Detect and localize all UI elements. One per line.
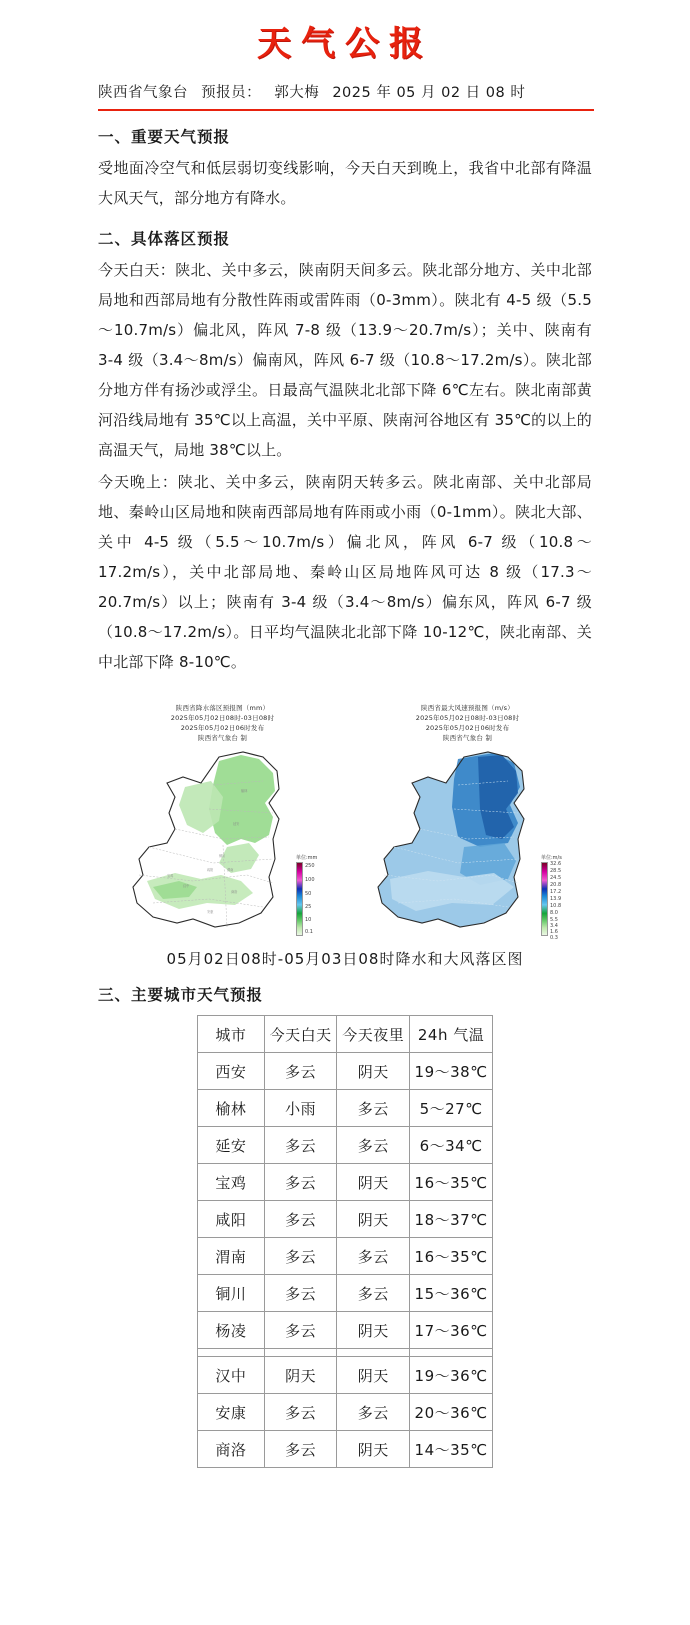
wind-legend-title: 单位:m/s — [541, 855, 562, 862]
byline-block — [0, 75, 690, 111]
separator-cell — [264, 1349, 337, 1357]
cell-temp: 6～34℃ — [410, 1127, 493, 1164]
cell-city: 渭南 — [198, 1238, 265, 1275]
wind-map-title: 陕西省最大风速预报图（m/s） — [421, 704, 514, 712]
precip-legend-label-1: 100 — [305, 877, 315, 884]
byline — [98, 81, 594, 108]
cell-temp: 20～36℃ — [410, 1394, 493, 1431]
cell-night: 多云 — [337, 1275, 410, 1312]
precip-legend-label-4: 10 — [305, 917, 312, 924]
cell-temp: 17～36℃ — [410, 1312, 493, 1349]
cell-city: 宝鸡 — [198, 1164, 265, 1201]
shaanxi-wind-map-graphic — [368, 747, 568, 942]
table-header-row — [198, 1016, 493, 1053]
section-heading-important: 一、重要天气预报 — [98, 128, 231, 146]
table-row — [198, 1431, 493, 1468]
precipitation-map-panel — [105, 703, 340, 942]
cell-city: 商洛 — [198, 1431, 265, 1468]
wind-legend-labels — [550, 861, 576, 942]
precipitation-map-credit: 陕西省气象台 制 — [197, 734, 248, 743]
cell-day: 多云 — [264, 1394, 337, 1431]
city-forecast-table — [197, 1015, 493, 1468]
precipitation-map-period: 2025年05月02日08时-03日08时 — [170, 714, 275, 723]
cell-night: 阴天 — [337, 1312, 410, 1349]
cell-night: 阴天 — [337, 1201, 410, 1238]
precipitation-map-issued: 2025年05月02日06时发布 — [180, 724, 265, 733]
cell-day: 阴天 — [264, 1357, 337, 1394]
table-row — [198, 1394, 493, 1431]
maps-caption: 05月02日08时-05月03日08时降水和大风落区图 — [166, 950, 524, 969]
separator-cell — [337, 1349, 410, 1357]
column-header-night: 今天夜里 — [337, 1016, 410, 1053]
cell-city: 榆林 — [198, 1090, 265, 1127]
cell-temp: 16～35℃ — [410, 1238, 493, 1275]
cell-day: 多云 — [264, 1164, 337, 1201]
cell-night: 多云 — [337, 1090, 410, 1127]
cell-day: 多云 — [264, 1312, 337, 1349]
wind-legend-label-4: 17.2 — [550, 889, 562, 896]
column-header-day: 今天白天 — [264, 1016, 337, 1053]
svg-text:宝鸡: 宝鸡 — [166, 874, 173, 879]
wind-legend-label-5: 13.9 — [550, 896, 562, 903]
column-header-city: 城市 — [198, 1016, 265, 1053]
precipitation-legend-colorbar — [296, 862, 303, 936]
precip-legend-label-5: 0.1 — [305, 929, 313, 936]
section-2-paragraph-1: 今天白天：陕北、关中多云，陕南阴天间多云。陕北部分地方、关中北部局地和西部局地有分散性阵雨或雷阵雨（0-3mm）。陕北有 4-5 级（5.5～10.7m/s）偏北风，阵风 7-8 级（13.9～20.7m/s）；关中、陕南有 3-4 级（3.4～8m/s）偏南风，阵风 6-7 级（10.8～17.2m/s）。陕北部分地方伴有扬沙或浮尘。日最高气温陕北北部下降 6℃左右。陕北南部黄河沿线局地有 35℃以上高温，关中平原、陕南河谷地区有 35℃的以上的高温天气，局地 38℃以上。 — [98, 261, 592, 459]
cell-temp: 16～35℃ — [410, 1164, 493, 1201]
svg-text:商洛: 商洛 — [230, 890, 237, 895]
city-forecast-table-body — [198, 1016, 493, 1468]
cell-temp: 18～37℃ — [410, 1201, 493, 1238]
cell-city: 延安 — [198, 1127, 265, 1164]
cell-city: 安康 — [198, 1394, 265, 1431]
wind-legend-label-8: 5.5 — [550, 917, 558, 924]
wind-map-header — [350, 703, 585, 743]
cell-night: 多云 — [337, 1238, 410, 1275]
svg-text:汉中: 汉中 — [182, 884, 189, 889]
city-forecast-section — [0, 983, 690, 1468]
wind-legend-label-11: 0.3 — [550, 935, 558, 942]
wind-map-issued: 2025年05月02日06时发布 — [425, 724, 510, 733]
precip-legend-label-2: 50 — [305, 891, 312, 898]
wind-legend-label-0: 32.6 — [550, 861, 562, 868]
wind-legend-label-3: 20.8 — [550, 882, 562, 889]
cell-day: 小雨 — [264, 1090, 337, 1127]
issuer-name: 陕西省气象台 — [98, 85, 188, 101]
wind-legend-label-6: 10.8 — [550, 903, 562, 910]
cell-city: 铜川 — [198, 1275, 265, 1312]
svg-text:咸阳: 咸阳 — [206, 868, 213, 873]
cell-temp: 15～36℃ — [410, 1275, 493, 1312]
cell-night: 阴天 — [337, 1053, 410, 1090]
cell-day: 多云 — [264, 1275, 337, 1312]
page-title: 天气公报 — [257, 24, 433, 64]
forecast-maps — [0, 703, 690, 942]
wind-legend-label-9: 3.4 — [550, 923, 558, 930]
issue-time: 2025 年 05 月 02 日 08 时 — [332, 85, 526, 101]
svg-text:安康: 安康 — [206, 910, 213, 915]
cell-temp: 14～35℃ — [410, 1431, 493, 1468]
precipitation-shading-layer — [147, 755, 275, 909]
section-2-paragraph-2: 今天晚上：陕北、关中多云，陕南阴天转多云。陕北南部、关中北部局地、秦岭山区局地和陕南西部局地有阵雨或小雨（0-1mm）。陕北大部、关中 4-5 级（5.5～10.7m/s）偏北风，阵风 6-7 级（10.8～17.2m/s），关中北部局地、秦岭山区局地阵风可达 8 级（17.3～20.7m/s）以上；陕南有 3-4 级（3.4～8m/s）偏东风，阵风 6-7 级（10.8～17.2m/s）。日平均气温陕北北部下降 10-12℃，陕北南部、关中北部下降 8-10℃。 — [98, 473, 592, 671]
cell-night: 阴天 — [337, 1164, 410, 1201]
table-row — [198, 1090, 493, 1127]
cell-night: 多云 — [337, 1127, 410, 1164]
cell-night: 阴天 — [337, 1357, 410, 1394]
forecaster-label: 预报员： — [201, 85, 262, 101]
section-heading-detail: 二、具体落区预报 — [98, 230, 231, 248]
bulletin-body — [0, 125, 690, 677]
wind-shading-layer — [378, 752, 524, 927]
svg-text:延安: 延安 — [232, 822, 239, 827]
table-row — [198, 1312, 493, 1349]
section-1-paragraph-1: 受地面冷空气和低层弱切变线影响，今天白天到晚上，我省中北部有降温大风天气，部分地方有降水。 — [98, 159, 592, 207]
cell-day: 多云 — [264, 1238, 337, 1275]
separator-cell — [410, 1349, 493, 1357]
wind-legend-label-10: 1.6 — [550, 929, 558, 936]
table-group-separator — [198, 1349, 493, 1357]
wind-legend-label-1: 28.5 — [550, 868, 562, 875]
precip-legend-label-0: 250 — [305, 863, 315, 870]
precipitation-legend — [296, 854, 336, 936]
cell-temp: 19～38℃ — [410, 1053, 493, 1090]
cell-city: 汉中 — [198, 1357, 265, 1394]
precipitation-map-title: 陕西省降水落区预报图（mm） — [175, 704, 270, 712]
wind-legend-colorbar — [541, 862, 548, 936]
precipitation-legend-title: 单位:mm — [296, 855, 318, 862]
cell-night: 阴天 — [337, 1431, 410, 1468]
forecaster-name: 郭大梅 — [274, 85, 320, 101]
cell-city: 西安 — [198, 1053, 265, 1090]
cell-day: 多云 — [264, 1053, 337, 1090]
cell-day: 多云 — [264, 1127, 337, 1164]
table-row — [198, 1275, 493, 1312]
cell-temp: 5～27℃ — [410, 1090, 493, 1127]
wind-legend-label-2: 24.5 — [550, 875, 562, 882]
cell-night: 多云 — [337, 1394, 410, 1431]
cell-city: 咸阳 — [198, 1201, 265, 1238]
precipitation-map-figure — [105, 747, 340, 942]
table-row — [198, 1238, 493, 1275]
precipitation-map-header — [105, 703, 340, 743]
svg-text:铜川: 铜川 — [218, 854, 225, 859]
wind-legend — [541, 854, 581, 942]
svg-text:渭南: 渭南 — [226, 868, 233, 873]
wind-map-credit: 陕西省气象台 制 — [442, 734, 493, 743]
precip-legend-label-3: 25 — [305, 904, 312, 911]
svg-text:榆林: 榆林 — [240, 789, 247, 794]
table-row — [198, 1127, 493, 1164]
table-row — [198, 1164, 493, 1201]
cell-temp: 19～36℃ — [410, 1357, 493, 1394]
cell-day: 多云 — [264, 1201, 337, 1238]
shaanxi-precipitation-map-graphic — [123, 747, 323, 939]
section-heading-cities: 三、主要城市天气预报 — [98, 986, 264, 1005]
wind-legend-label-7: 8.0 — [550, 910, 558, 917]
table-row — [198, 1053, 493, 1090]
cell-day: 多云 — [264, 1431, 337, 1468]
wind-map-figure — [350, 747, 585, 942]
separator-cell — [198, 1349, 265, 1357]
table-row — [198, 1201, 493, 1238]
wind-map-panel — [350, 703, 585, 942]
column-header-temp: 24h 气温 — [410, 1016, 493, 1053]
precipitation-legend-labels — [305, 862, 331, 936]
wind-map-period: 2025年05月02日08时-03日08时 — [415, 714, 520, 723]
table-row — [198, 1357, 493, 1394]
header-divider — [98, 109, 594, 111]
cell-city: 杨凌 — [198, 1312, 265, 1349]
